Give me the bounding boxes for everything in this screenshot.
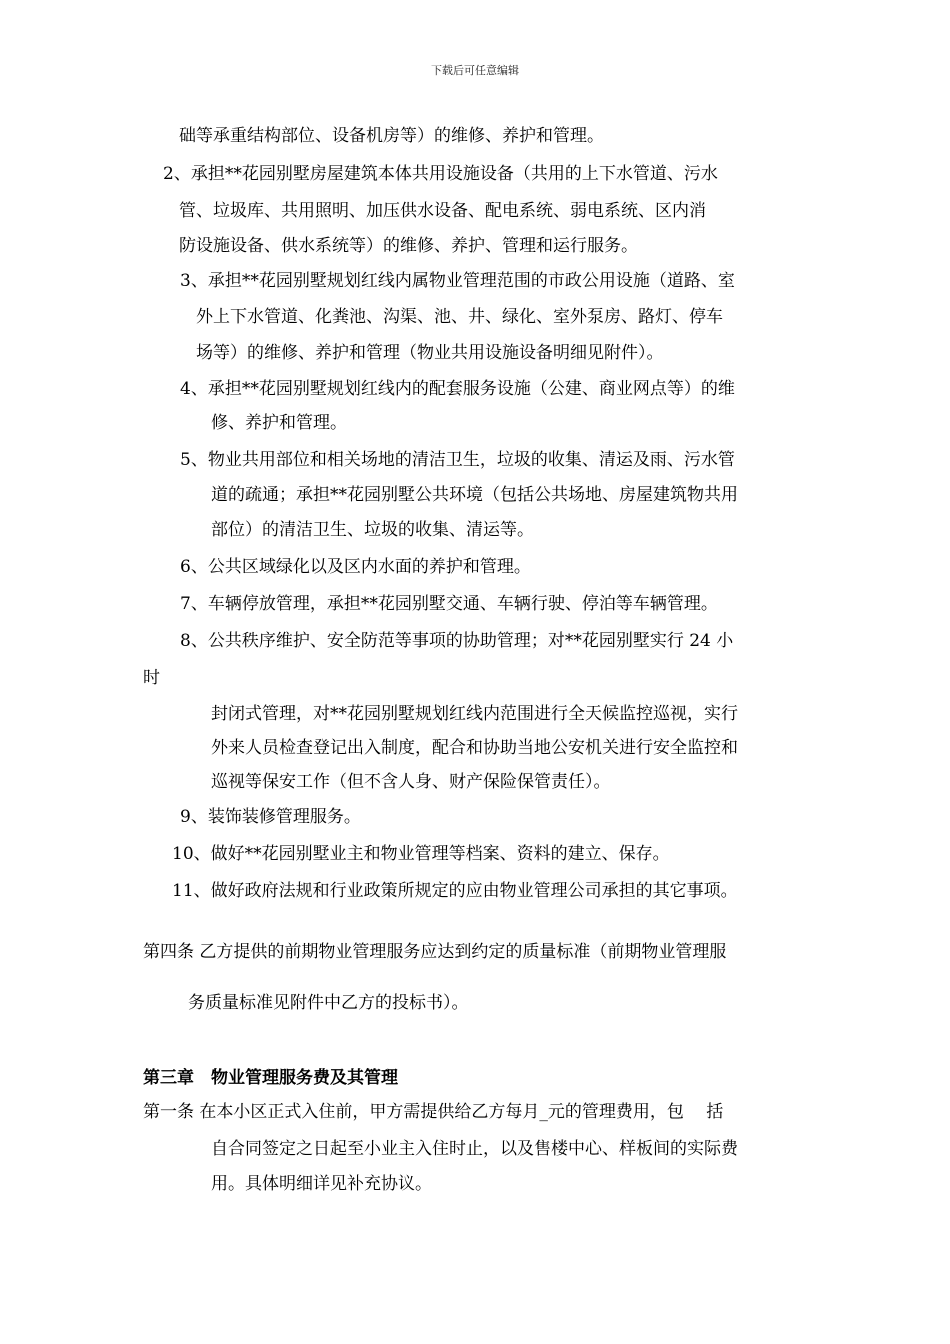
item-7-line: 7、车辆停放管理，承担**花园别墅交通、车辆行驶、停泊等车辆管理。 bbox=[180, 594, 718, 614]
item-8-line-1: 8、公共秩序维护、安全防范等事项的协助管理；对**花园别墅实行 24 小 bbox=[180, 631, 734, 651]
item-8-line-wrap: 时 bbox=[143, 668, 160, 688]
item-11-line: 11、做好政府法规和行业政策所规定的应由物业管理公司承担的其它事项。 bbox=[172, 881, 738, 901]
item-5-line-2: 道的疏通；承担**花园别墅公共环境（包括公共场地、房屋建筑物共用 bbox=[211, 485, 738, 505]
chapter-3-title: 第三章 物业管理服务费及其管理 bbox=[143, 1068, 398, 1088]
item-6-line: 6、公共区域绿化以及区内水面的养护和管理。 bbox=[180, 557, 531, 577]
item-5-line-3: 部位）的清洁卫生、垃圾的收集、清运等。 bbox=[211, 520, 534, 540]
page-header: 下载后可任意编辑 bbox=[431, 64, 519, 77]
item-5-line-1: 5、物业共用部位和相关场地的清洁卫生，垃圾的收集、清运及雨、污水管 bbox=[180, 450, 735, 470]
item-3-line-2: 外上下水管道、化粪池、沟渠、池、井、绿化、室外泵房、路灯、停车 bbox=[196, 307, 723, 327]
chapter-3-article-1-line-2: 自合同签定之日起至小业主入住时止，以及售楼中心、样板间的实际费 bbox=[211, 1139, 738, 1159]
item-8-line-2: 封闭式管理，对**花园别墅规划红线内范围进行全天候监控巡视，实行 bbox=[211, 704, 738, 724]
item-2-line-2: 管、垃圾库、共用照明、加压供水设备、配电系统、弱电系统、区内消 bbox=[179, 201, 706, 221]
item-8-line-4: 巡视等保安工作（但不含人身、财产保险保管责任）。 bbox=[211, 772, 611, 792]
item-2-line-1: 2、承担**花园别墅房屋建筑本体共用设施设备（共用的上下水管道、污水 bbox=[163, 164, 718, 184]
item-10-line: 10、做好**花园别墅业主和物业管理等档案、资料的建立、保存。 bbox=[172, 844, 670, 864]
item-8-line-3: 外来人员检查登记出入制度，配合和协助当地公安机关进行安全监控和 bbox=[211, 738, 738, 758]
article-4-line-1: 第四条 乙方提供的前期物业管理服务应达到约定的质量标准（前期物业管理服 bbox=[143, 942, 727, 962]
text-line-1: 础等承重结构部位、设备机房等）的维修、养护和管理。 bbox=[179, 126, 604, 146]
item-4-line-2: 修、养护和管理。 bbox=[211, 413, 347, 433]
item-2-line-3: 防设施设备、供水系统等）的维修、养护、管理和运行服务。 bbox=[179, 236, 638, 256]
item-3-line-3: 场等）的维修、养护和管理（物业共用设施设备明细见附件）。 bbox=[196, 343, 664, 363]
article-4-line-2: 务质量标准见附件中乙方的投标书）。 bbox=[188, 993, 469, 1013]
item-4-line-1: 4、承担**花园别墅规划红线内的配套服务设施（公建、商业网点等）的维 bbox=[180, 379, 735, 399]
item-9-line: 9、装饰装修管理服务。 bbox=[180, 807, 361, 827]
chapter-3-article-1-line-3: 用。具体明细详见补充协议。 bbox=[211, 1174, 432, 1194]
item-3-line-1: 3、承担**花园别墅规划红线内属物业管理范围的市政公用设施（道路、室 bbox=[180, 271, 735, 291]
chapter-3-article-1-line-1: 第一条 在本小区正式入住前，甲方需提供给乙方每月_元的管理费用，包 括 bbox=[143, 1102, 724, 1122]
